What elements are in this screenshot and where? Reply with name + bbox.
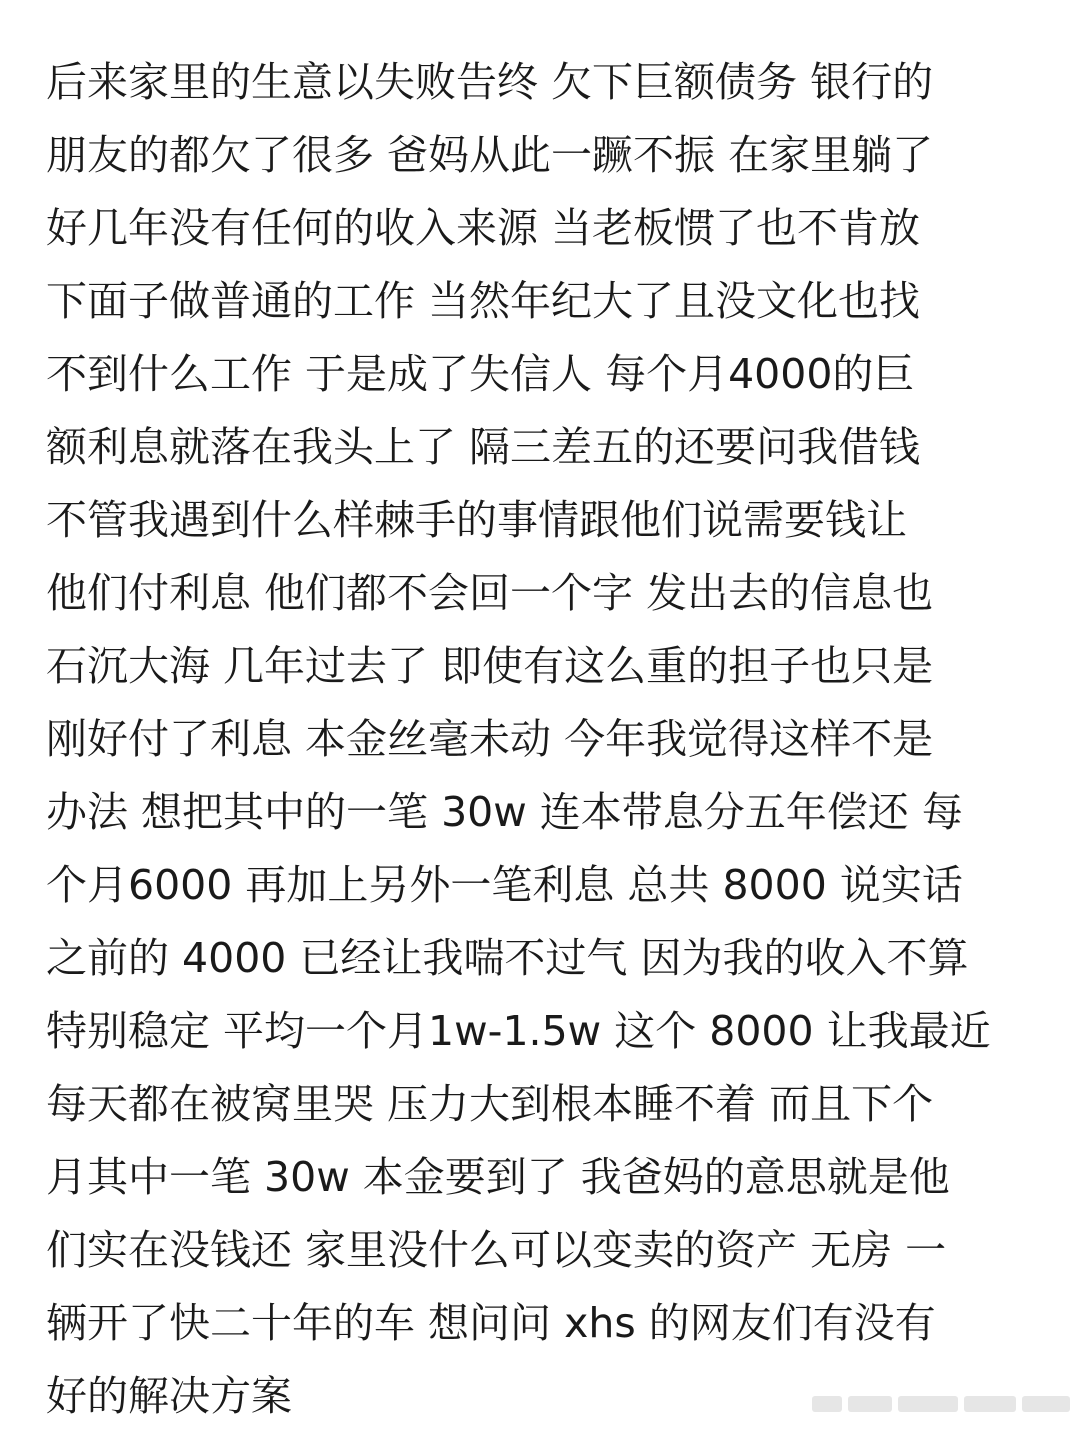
post-line: 朋友的都欠了很多 爸妈从此一蹶不振 在家里躺了 [46, 131, 934, 179]
post-line: 辆开了快二十年的车 想问问 xhs 的网友们有没有 [46, 1299, 936, 1347]
post-line: 办法 想把其中的一笔 30w 连本带息分五年偿还 每 [46, 788, 963, 836]
post-line: 不管我遇到什么样棘手的事情跟他们说需要钱让 [46, 496, 907, 544]
post-line: 好的解决方案 [46, 1372, 292, 1420]
post-line: 好几年没有任何的收入来源 当老板惯了也不肯放 [46, 204, 921, 252]
post-line: 下面子做普通的工作 当然年纪大了且没文化也找 [46, 277, 921, 325]
post-line: 个月6000 再加上另外一笔利息 总共 8000 说实话 [46, 861, 963, 909]
post-line: 每天都在被窝里哭 压力大到根本睡不着 而且下个 [46, 1080, 934, 1128]
post-body [46, 46, 1056, 1433]
post-line: 之前的 4000 已经让我喘不过气 因为我的收入不算 [46, 934, 969, 982]
watermark-block [1022, 1396, 1070, 1412]
post-line: 额利息就落在我头上了 隔三差五的还要问我借钱 [46, 423, 921, 471]
post-line: 石沉大海 几年过去了 即使有这么重的担子也只是 [46, 642, 934, 690]
post-line: 月其中一笔 30w 本金要到了 我爸妈的意思就是他 [46, 1153, 950, 1201]
post-line: 们实在没钱还 家里没什么可以变卖的资产 无房 一 [46, 1226, 947, 1274]
post-line: 他们付利息 他们都不会回一个字 发出去的信息也 [46, 569, 934, 617]
post-line: 不到什么工作 于是成了失信人 每个月4000的巨 [46, 350, 915, 398]
post-line: 特别稳定 平均一个月1w-1.5w 这个 8000 让我最近 [46, 1007, 991, 1055]
watermark [800, 1384, 1070, 1424]
watermark-block [964, 1396, 1016, 1412]
post-line: 后来家里的生意以失败告终 欠下巨额债务 银行的 [46, 58, 934, 106]
post-line: 刚好付了利息 本金丝毫未动 今年我觉得这样不是 [46, 715, 934, 763]
watermark-block [898, 1396, 958, 1412]
watermark-block [848, 1396, 892, 1412]
watermark-block [812, 1396, 842, 1412]
